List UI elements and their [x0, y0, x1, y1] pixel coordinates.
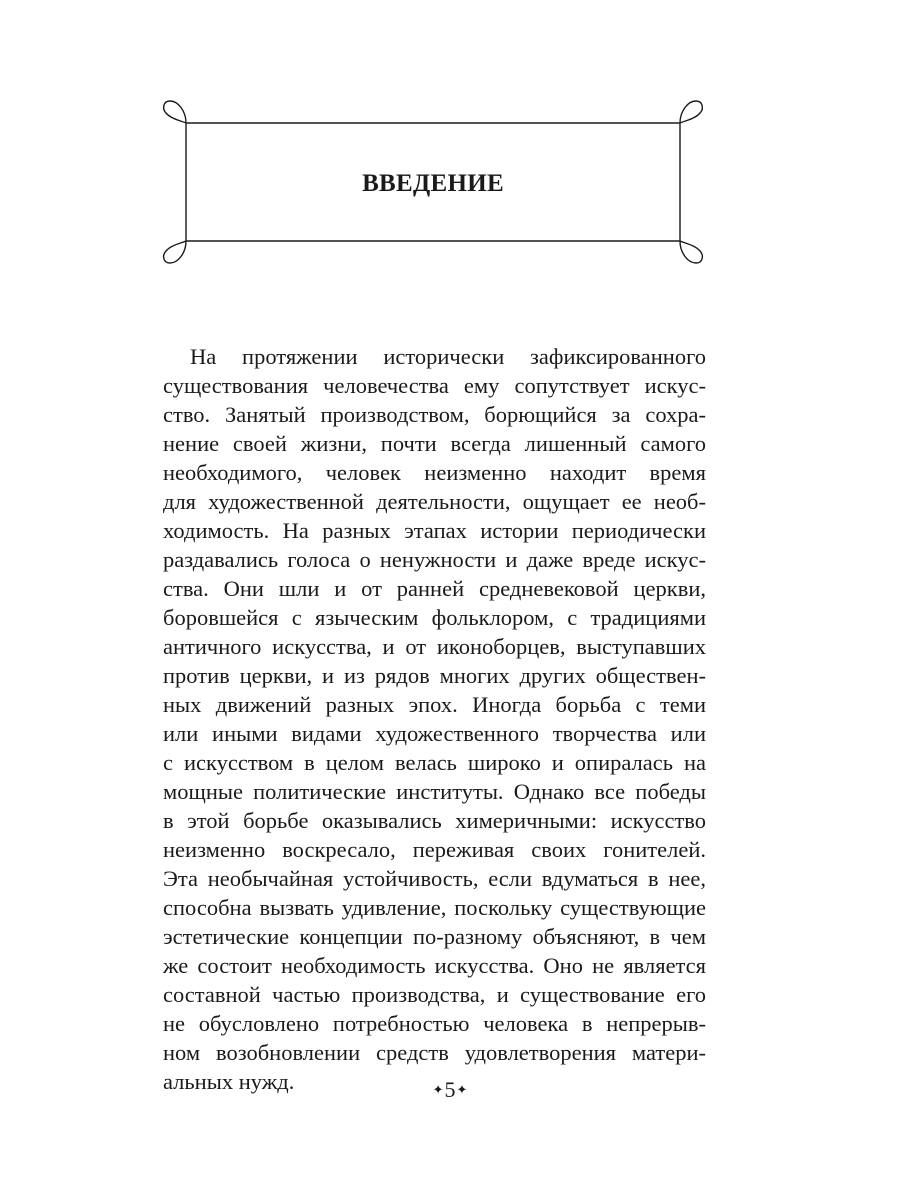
text-line: альных нужд. — [163, 1069, 295, 1094]
text-line: Эта необычайная устойчивость, если вдуматься в нее, — [163, 866, 706, 891]
text-line: не обусловлено потребностью человека в непрерыв- — [163, 1011, 706, 1036]
text-line: для художественной деятельности, ощущает ее необ- — [163, 489, 706, 514]
text-line: же состоит необходимость искусства. Оно не является — [163, 953, 706, 978]
star-ornament-icon: ✦ — [432, 1082, 444, 1097]
text-line: составной частью производства, и существование его — [163, 982, 706, 1007]
text-line: античного искусства, и от иконоборцев, выступавших — [163, 634, 706, 659]
text-line: эстетические концепции по-разному объясняют, в чем — [163, 924, 706, 949]
page-number: 5 — [444, 1077, 456, 1102]
text-line: существования человечества ему сопутствует искус- — [163, 373, 706, 398]
text-line: в этой борьбе оказывались химеричными: искусство — [163, 808, 706, 833]
star-ornament-icon: ✦ — [456, 1082, 468, 1097]
text-line: ходимость. На разных этапах истории периодически — [163, 518, 706, 543]
page-number-footer — [0, 1077, 900, 1103]
text-line: ства. Они шли и от ранней средневековой церкви, — [163, 576, 706, 601]
text-line: ство. Занятый производством, борющийся за сохра- — [163, 402, 706, 427]
text-line: На протяжении исторически зафиксированного — [190, 344, 706, 369]
text-line: с искусством в целом велась широко и опиралась на — [163, 750, 706, 775]
text-line: боровшейся с языческим фольклором, с традициями — [163, 605, 706, 630]
body-paragraph — [163, 342, 706, 1096]
text-line: против церкви, и из рядов многих других обществен- — [163, 663, 706, 688]
text-line: необходимого, человек неизменно находит время — [163, 460, 706, 485]
text-line: ном возобновлении средств удовлетворения матери- — [163, 1040, 706, 1065]
text-line: способна вызвать удивление, поскольку существующие — [163, 895, 706, 920]
text-line: нение своей жизни, почти всегда лишенный самого — [163, 431, 706, 456]
chapter-title: ВВЕДЕНИЕ — [362, 170, 504, 197]
text-line: или иными видами художественного творчества или — [163, 721, 706, 746]
text-line: раздавались голоса о ненужности и даже вреде искус- — [163, 547, 706, 572]
text-line: мощные политические институты. Однако все победы — [163, 779, 706, 804]
text-line: неизменно воскресало, переживая своих гонителей. — [163, 837, 706, 862]
text-line: ных движений разных эпох. Иногда борьба с теми — [163, 692, 706, 717]
heading-frame — [160, 97, 706, 267]
